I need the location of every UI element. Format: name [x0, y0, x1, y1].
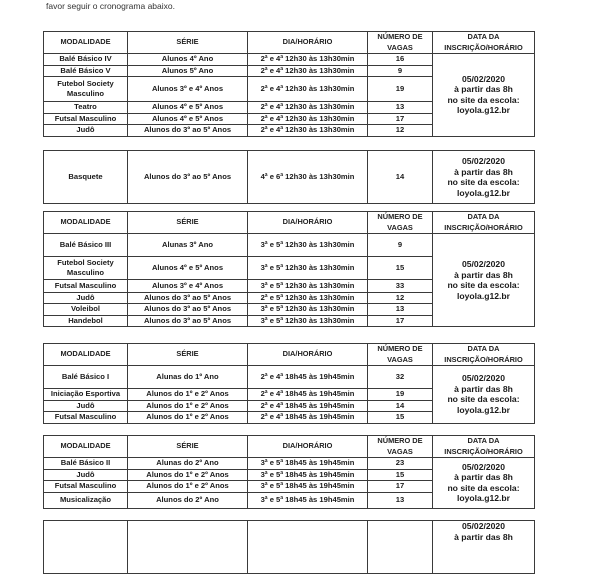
vagas-cell: 19 [368, 77, 433, 102]
schedule-table-5 [43, 435, 535, 509]
header-dia-horario: DIA/HORÁRIO [248, 344, 368, 366]
vagas-cell: 12 [368, 125, 433, 137]
vagas-cell: 9 [368, 65, 433, 77]
table-row [44, 521, 535, 574]
table-row [44, 54, 535, 66]
header-serie: SÉRIE [128, 212, 248, 234]
serie-cell: Alunos do 3º ao 5º Anos [128, 292, 248, 304]
serie-cell: Alunos do 3º ao 5º Anos [128, 315, 248, 327]
inscricao-info: 05/02/2020 à partir das 8h no site da escola: loyola.g12.br [433, 366, 535, 424]
schedule-table-1 [43, 31, 535, 137]
vagas-cell: 9 [368, 234, 433, 257]
serie-cell [128, 521, 248, 574]
horario-cell: 3ª e 5ª 18h45 às 19h45min [248, 492, 368, 508]
modalidade-cell: Handebol [44, 315, 128, 327]
inscricao-info: 05/02/2020 à partir das 8h [433, 521, 535, 574]
serie-cell: Alunos do 1º e 2º Anos [128, 481, 248, 493]
header-row [44, 436, 535, 458]
modalidade-cell: Judô [44, 292, 128, 304]
serie-cell: Alunos do 2º Ano [128, 492, 248, 508]
serie-cell: Alunos do 3º ao 5º Anos [128, 125, 248, 137]
modalidade-cell: Iniciação Esportiva [44, 389, 128, 401]
modalidade-cell: Futebol Society Masculino [44, 257, 128, 280]
header-serie: SÉRIE [128, 32, 248, 54]
modalidade-cell: Balé Básico V [44, 65, 128, 77]
header-serie: SÉRIE [128, 436, 248, 458]
vagas-cell: 15 [368, 469, 433, 481]
inscricao-info: 05/02/2020 à partir das 8h no site da escola: loyola.g12.br [433, 54, 535, 137]
vagas-cell: 13 [368, 492, 433, 508]
schedule-table-3 [43, 211, 535, 327]
inscricao-info: 05/02/2020 à partir das 8h no site da escola: loyola.g12.br [433, 458, 535, 509]
header-dia-horario: DIA/HORÁRIO [248, 32, 368, 54]
vagas-cell: 17 [368, 113, 433, 125]
horario-cell: 2ª e 4ª 12h30 às 13h30min [248, 102, 368, 114]
modalidade-cell: Teatro [44, 102, 128, 114]
vagas-cell: 17 [368, 315, 433, 327]
table-row [44, 151, 535, 204]
serie-cell: Alunas do 2º Ano [128, 458, 248, 470]
header-vagas: NÚMERO DE VAGAS [368, 436, 433, 458]
vagas-cell: 14 [368, 400, 433, 412]
horario-cell: 3ª e 5ª 18h45 às 19h45min [248, 481, 368, 493]
vagas-cell: 15 [368, 257, 433, 280]
horario-cell: 3ª e 5ª 12h30 às 13h30min [248, 280, 368, 293]
horario-cell: 2ª e 4ª 12h30 às 13h30min [248, 113, 368, 125]
horario-cell: 2ª e 4ª 18h45 às 19h45min [248, 412, 368, 424]
serie-cell: Alunos do 1º e 2º Anos [128, 389, 248, 401]
horario-cell: 3ª e 5ª 18h45 às 19h45min [248, 469, 368, 481]
serie-cell: Alunos 4º e 5º Anos [128, 257, 248, 280]
horario-cell: 2ª e 4ª 12h30 às 13h30min [248, 77, 368, 102]
header-modalidade: MODALIDADE [44, 32, 128, 54]
serie-cell: Alunos 5º Ano [128, 65, 248, 77]
horario-cell: 2ª e 4ª 18h45 às 19h45min [248, 366, 368, 389]
vagas-cell: 14 [368, 151, 433, 204]
vagas-cell: 13 [368, 304, 433, 316]
horario-cell [248, 521, 368, 574]
serie-cell: Alunas do 1º Ano [128, 366, 248, 389]
header-vagas: NÚMERO DE VAGAS [368, 344, 433, 366]
intro-text: favor seguir o cronograma abaixo. [46, 1, 175, 11]
modalidade-cell: Futsal Masculino [44, 412, 128, 424]
table-row [44, 458, 535, 470]
header-serie: SÉRIE [128, 344, 248, 366]
modalidade-cell: Futsal Masculino [44, 481, 128, 493]
modalidade-cell: Futebol Society Masculino [44, 77, 128, 102]
serie-cell: Alunas 3º Ano [128, 234, 248, 257]
header-modalidade: MODALIDADE [44, 212, 128, 234]
header-inscricao: DATA DA INSCRIÇÃO/HORÁRIO [433, 32, 535, 54]
horario-cell: 2ª e 4ª 12h30 às 13h30min [248, 54, 368, 66]
inscricao-info: 05/02/2020 à partir das 8h no site da escola: loyola.g12.br [433, 151, 535, 204]
vagas-cell: 33 [368, 280, 433, 293]
serie-cell: Alunos do 3º ao 5º Anos [128, 151, 248, 204]
serie-cell: Alunos do 1º e 2º Anos [128, 400, 248, 412]
vagas-cell [368, 521, 433, 574]
modalidade-cell: Balé Básico III [44, 234, 128, 257]
header-row [44, 32, 535, 54]
horario-cell: 3ª e 5ª 12h30 às 13h30min [248, 257, 368, 280]
serie-cell: Alunos do 1º e 2º Anos [128, 412, 248, 424]
modalidade-cell: Balé Básico I [44, 366, 128, 389]
vagas-cell: 19 [368, 389, 433, 401]
header-row [44, 212, 535, 234]
modalidade-cell: Balé Básico IV [44, 54, 128, 66]
modalidade-cell: Judô [44, 400, 128, 412]
vagas-cell: 13 [368, 102, 433, 114]
serie-cell: Alunos 4º e 5º Anos [128, 113, 248, 125]
modalidade-cell: Judô [44, 469, 128, 481]
schedule-table-6 [43, 520, 535, 574]
horario-cell: 2ª e 4ª 12h30 às 13h30min [248, 65, 368, 77]
header-row [44, 344, 535, 366]
horario-cell: 3ª e 5ª 12h30 às 13h30min [248, 304, 368, 316]
modalidade-cell: Musicalização [44, 492, 128, 508]
serie-cell: Alunos 3º e 4º Anos [128, 280, 248, 293]
table-row [44, 366, 535, 389]
modalidade-cell: Balé Básico II [44, 458, 128, 470]
header-dia-horario: DIA/HORÁRIO [248, 212, 368, 234]
vagas-cell: 16 [368, 54, 433, 66]
inscricao-info: 05/02/2020 à partir das 8h no site da escola: loyola.g12.br [433, 234, 535, 327]
header-modalidade: MODALIDADE [44, 436, 128, 458]
header-vagas: NÚMERO DE VAGAS [368, 32, 433, 54]
vagas-cell: 32 [368, 366, 433, 389]
serie-cell: Alunos do 3º ao 5º Anos [128, 304, 248, 316]
vagas-cell: 17 [368, 481, 433, 493]
horario-cell: 2ª e 5ª 12h30 às 13h30min [248, 292, 368, 304]
modalidade-cell: Futsal Masculino [44, 113, 128, 125]
header-inscricao: DATA DA INSCRIÇÃO/HORÁRIO [433, 344, 535, 366]
horario-cell: 2ª e 4ª 18h45 às 19h45min [248, 389, 368, 401]
vagas-cell: 12 [368, 292, 433, 304]
horario-cell: 2ª e 4ª 18h45 às 19h45min [248, 400, 368, 412]
horario-cell: 3ª e 5ª 12h30 às 13h30min [248, 234, 368, 257]
serie-cell: Alunos do 1º e 2º Anos [128, 469, 248, 481]
horario-cell: 4ª e 6ª 12h30 às 13h30min [248, 151, 368, 204]
header-dia-horario: DIA/HORÁRIO [248, 436, 368, 458]
modalidade-cell [44, 521, 128, 574]
vagas-cell: 15 [368, 412, 433, 424]
horario-cell: 3ª e 5ª 18h45 às 19h45min [248, 458, 368, 470]
header-inscricao: DATA DA INSCRIÇÃO/HORÁRIO [433, 436, 535, 458]
header-inscricao: DATA DA INSCRIÇÃO/HORÁRIO [433, 212, 535, 234]
vagas-cell: 23 [368, 458, 433, 470]
serie-cell: Alunos 4º e 5º Anos [128, 102, 248, 114]
horario-cell: 2ª e 4ª 12h30 às 13h30min [248, 125, 368, 137]
modalidade-cell: Judô [44, 125, 128, 137]
table-row [44, 234, 535, 257]
modalidade-cell: Basquete [44, 151, 128, 204]
header-vagas: NÚMERO DE VAGAS [368, 212, 433, 234]
schedule-table-2 [43, 150, 535, 204]
modalidade-cell: Voleibol [44, 304, 128, 316]
schedule-table-4 [43, 343, 535, 424]
horario-cell: 3ª e 5ª 12h30 às 13h30min [248, 315, 368, 327]
header-modalidade: MODALIDADE [44, 344, 128, 366]
serie-cell: Alunos 3º e 4º Anos [128, 77, 248, 102]
modalidade-cell: Futsal Masculino [44, 280, 128, 293]
serie-cell: Alunos 4º Ano [128, 54, 248, 66]
